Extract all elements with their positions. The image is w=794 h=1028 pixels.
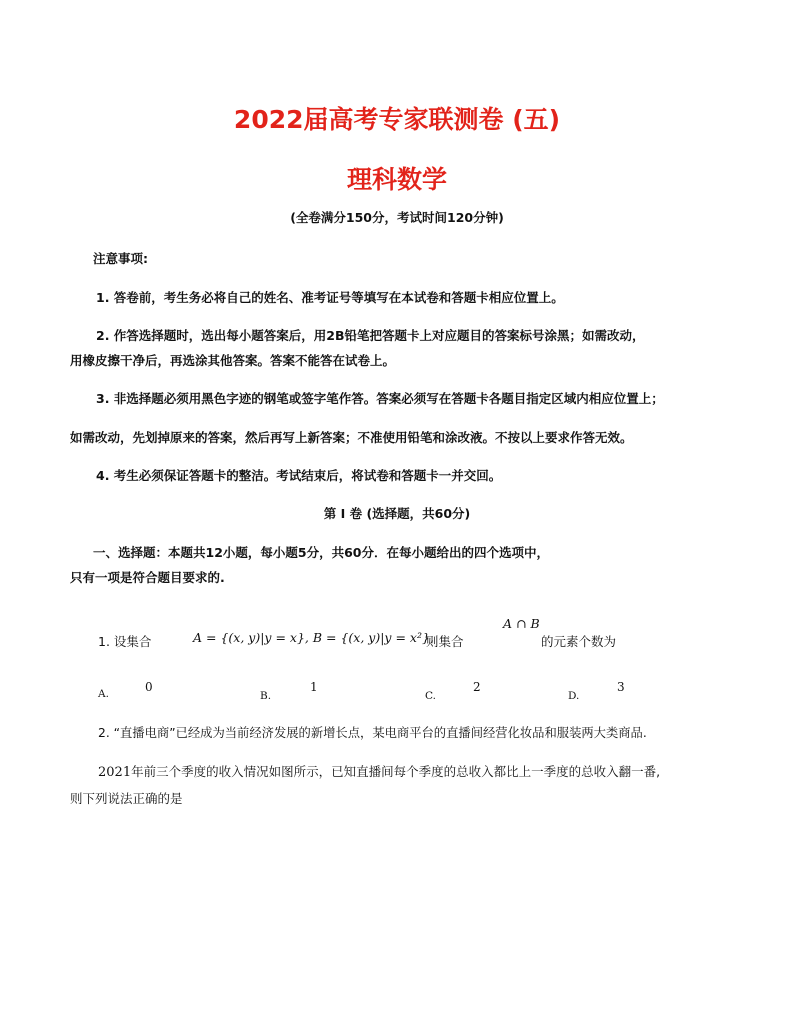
question-1-option-c-value: 2 <box>473 680 481 694</box>
section-intro-line-1: 一、选择题：本题共12小题，每小题5分，共60分．在每小题给出的四个选项中， <box>93 545 549 560</box>
instructions-heading: 注意事项: <box>93 251 148 266</box>
question-1-option-c <box>425 684 436 703</box>
instruction-item-2-line-1: 2. 作答选择题时，选出每小题答案后，用2B铅笔把答题卡上对应题目的答案标号涂黑；如需改动， <box>96 328 645 343</box>
option-letter: D. <box>568 690 580 702</box>
question-2-line-3: 则下列说法正确的是 <box>70 791 183 806</box>
option-letter: C. <box>425 690 436 702</box>
instruction-item-3-line-2: 如需改动，先划掉原来的答案，然后再写上新答案；不准使用铅笔和涂改液。不按以上要求作答无效。 <box>70 430 633 445</box>
question-1-set: A ∩ B <box>503 616 540 631</box>
question-1-option-a <box>98 682 109 701</box>
question-1-option-b-value: 1 <box>310 680 318 694</box>
question-2-line-2-text: 年前三个季度的收入情况如图所示，已知直播间每个季度的总收入都比上一季度的总收入翻一番, <box>131 764 661 779</box>
instruction-item-4: 4. 考生必须保证答题卡的整洁。考试结束后，将试卷和答题卡一并交回。 <box>96 468 502 483</box>
instruction-item-3-line-1: 3. 非选择题必须用黑色字迹的钢笔或签字笔作答。答案必须写在答题卡各题目指定区域内相应位置上； <box>96 391 664 406</box>
section-intro-line-2: 只有一项是符合题目要求的. <box>70 570 225 585</box>
question-1-suffix: 的元素个数为 <box>541 634 617 649</box>
question-1-prefix: 1. 设集合 <box>98 634 152 649</box>
question-1-middle: 则集合 <box>426 634 464 649</box>
question-1-option-d-value: 3 <box>617 680 625 694</box>
exam-subject: 理科数学 <box>346 165 447 194</box>
section-title: 第 I 卷 (选择题，共60分) <box>323 506 471 521</box>
question-1-option-b <box>260 684 271 703</box>
question-2-line-1: 2. “直播电商”已经成为当前经济发展的新增长点，某电商平台的直播间经营化妆品和服装两大类商品. <box>98 726 647 740</box>
instruction-item-1: 1. 答卷前，考生务必将自己的姓名、准考证号等填写在本试卷和答题卡相应位置上。 <box>96 290 564 305</box>
option-letter: A. <box>98 688 109 700</box>
exam-note: (全卷满分150分，考试时间120分钟) <box>290 210 504 225</box>
exam-title: 2022届高考专家联测卷 (五) <box>233 105 561 134</box>
instruction-item-2-line-2: 用橡皮擦干净后，再选涂其他答案。答案不能答在试卷上。 <box>70 353 396 368</box>
question-1-formula: A = {(x, y)|y = x}, B = {(x, y)|y = x²}, <box>193 630 434 645</box>
question-2-year: 2021 <box>98 765 132 780</box>
option-letter: B. <box>260 690 272 702</box>
question-1-option-a-value: 0 <box>145 680 153 694</box>
question-2-line-2 <box>98 762 660 780</box>
question-1-option-d <box>568 684 579 703</box>
